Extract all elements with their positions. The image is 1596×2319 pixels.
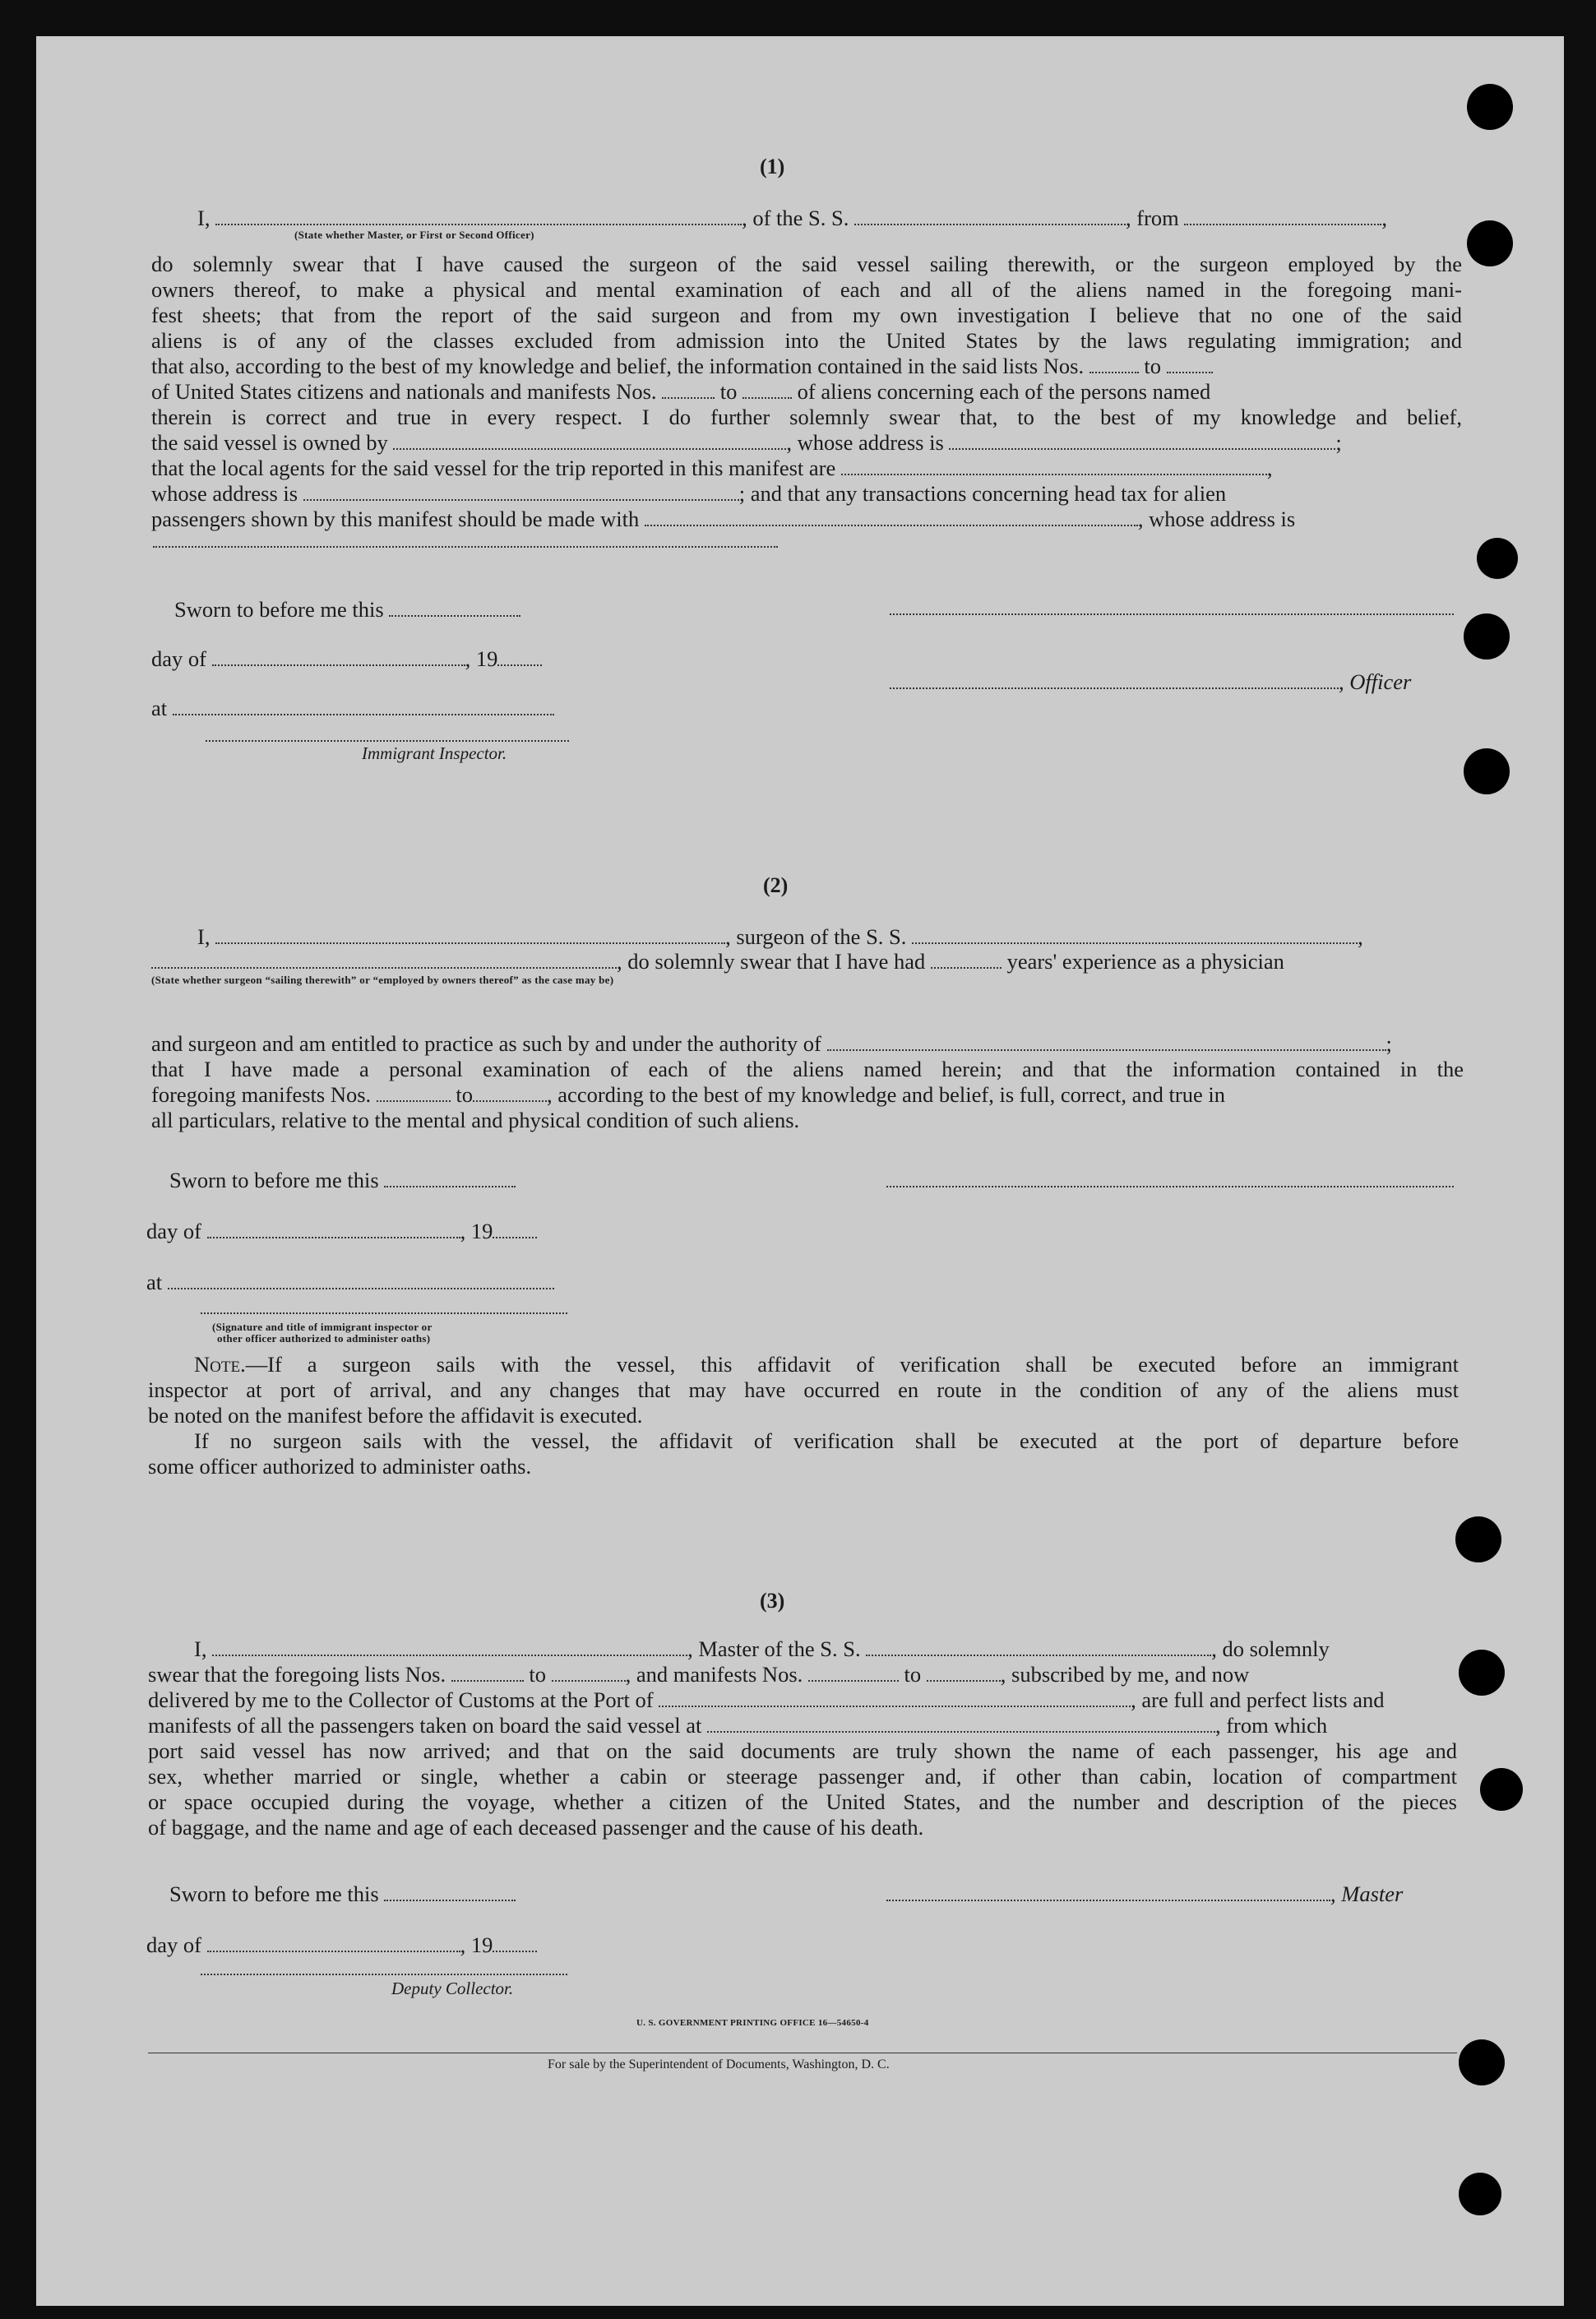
month-field[interactable] [212, 650, 465, 666]
master-signature-field[interactable] [886, 1885, 1330, 1901]
text: to [1144, 354, 1161, 378]
section-number: (1) [760, 155, 785, 178]
officer-title-line [890, 669, 1411, 694]
text: , are full and perfect lists and [1131, 1687, 1385, 1712]
text: —If a surgeon sails with the vessel, this affidavit of verification shall be executed before an immigrant [245, 1352, 1459, 1377]
punch-hole [1464, 613, 1510, 660]
at-line [151, 696, 554, 720]
officer-signature-line[interactable] [890, 613, 1454, 615]
note-line [194, 1352, 1459, 1377]
surgeon-status-field[interactable] [151, 952, 617, 969]
paragraph-line [148, 1687, 1464, 1712]
officer-title-field[interactable] [890, 673, 1339, 689]
year-field[interactable] [493, 1936, 537, 1952]
vessel-name-field[interactable] [912, 928, 1358, 944]
text: I, [194, 1636, 207, 1661]
signature-caption: Immigrant Inspector. [362, 743, 507, 763]
paragraph-line: or space occupied during the voyage, whether a citizen of the United States, and the number and description of the pieces [148, 1789, 1457, 1814]
sale-notice: For sale by the Superintendent of Documents, Washington, D. C. [548, 2057, 890, 2071]
paragraph-line: that I have made a personal examination of each of the aliens named herein; and that the information contained in the [151, 1057, 1464, 1081]
text: , 19 [465, 646, 498, 671]
text: , do solemnly swear that I have had [617, 949, 926, 974]
text: at [146, 1270, 163, 1294]
sworn-day-field[interactable] [384, 1171, 516, 1187]
inspector-signature-line[interactable] [206, 740, 569, 742]
port-field[interactable] [659, 1691, 1131, 1707]
text: Sworn to before me this [174, 597, 384, 622]
punch-hole [1455, 1516, 1501, 1562]
affidavit-line [197, 924, 1464, 949]
lists-to-field[interactable] [1167, 357, 1213, 373]
text: , surgeon of the S. S. [725, 924, 907, 949]
text: that also, according to the best of my knowledge and belief, the information contained in the said lists Nos. [151, 354, 1085, 378]
text: , according to the best of my knowledge and belief, is full, correct, and true in [547, 1082, 1225, 1107]
text: , Officer [1339, 669, 1412, 694]
text: to [719, 379, 738, 404]
affidavit-line [194, 1636, 1460, 1661]
years-experience-field[interactable] [931, 952, 1002, 969]
sworn-day-field[interactable] [389, 600, 520, 617]
officer-name-field[interactable] [215, 209, 742, 225]
month-field[interactable] [207, 1936, 460, 1952]
manifests-to-field[interactable] [742, 382, 792, 399]
paragraph-line: port said vessel has now arrived; and that on the said documents are truly shown the name of each passenger, his age and [148, 1738, 1457, 1763]
place-field[interactable] [173, 699, 554, 715]
text: at [151, 696, 168, 720]
paragraph-line [151, 430, 1467, 455]
text: , from [1126, 206, 1179, 230]
field-caption: (State whether Master, or First or Second Officer) [294, 229, 534, 241]
text: ; [1335, 430, 1342, 455]
text: , of the S. S. [742, 206, 849, 230]
note-line: be noted on the manifest before the affidavit is executed. [148, 1403, 643, 1428]
paragraph-line [151, 1031, 1467, 1056]
text: , 19 [460, 1932, 493, 1957]
note-line: some officer authorized to administer oaths. [148, 1454, 532, 1479]
year-field[interactable] [497, 650, 542, 666]
punch-hole [1459, 2039, 1505, 2085]
day-of-line [146, 1219, 537, 1243]
text: day of [151, 646, 206, 671]
manifests-from-field[interactable] [808, 1665, 899, 1682]
text: I, [197, 206, 210, 230]
text: and surgeon and am entitled to practice as such by and under the authority of [151, 1031, 821, 1056]
local-agents-field[interactable] [841, 459, 1267, 475]
sworn-line [169, 1882, 516, 1906]
text: , whose address is [1137, 507, 1296, 531]
text: ; [1386, 1031, 1392, 1056]
affidavit-line [151, 949, 1467, 974]
day-of-line [151, 646, 542, 671]
year-field[interactable] [493, 1222, 537, 1238]
inspector-signature-line[interactable] [201, 1312, 567, 1314]
text: I, [197, 924, 210, 949]
vessel-name-field[interactable] [854, 209, 1126, 225]
text: , whose address is [786, 430, 944, 455]
text: day of [146, 1219, 201, 1243]
text: that the local agents for the said vessel for the trip reported in this manifest are [151, 456, 836, 480]
text: of United States citizens and nationals and manifests Nos. [151, 379, 657, 404]
section-number: (2) [763, 873, 789, 897]
field-caption: (State whether surgeon “sailing therewith” or “employed by owners thereof” as the case may be) [151, 974, 614, 986]
text: , Master [1330, 1882, 1404, 1906]
day-of-line [146, 1932, 537, 1957]
owner-field[interactable] [393, 433, 786, 450]
paragraph-line: of baggage, and the name and age of each deceased passenger and the cause of his death. [148, 1815, 924, 1840]
text: years' experience as a physician [1006, 949, 1284, 974]
lists-to-field[interactable] [552, 1665, 626, 1682]
printing-office-imprint: U. S. GOVERNMENT PRINTING OFFICE 16—54650-4 [636, 2018, 869, 2028]
address-continuation-field[interactable] [153, 546, 778, 548]
surgeon-name-field[interactable] [215, 928, 725, 944]
punch-hole [1467, 220, 1513, 266]
sworn-line [169, 1168, 516, 1192]
lists-from-field[interactable] [1089, 357, 1139, 373]
authority-field[interactable] [827, 1035, 1386, 1051]
manifests-to-field[interactable] [473, 1085, 547, 1102]
paragraph-line [148, 1662, 1464, 1687]
from-port-field[interactable] [1184, 209, 1381, 225]
text: Sworn to before me this [169, 1168, 379, 1192]
sworn-line [174, 597, 520, 622]
text: foregoing manifests Nos. [151, 1082, 372, 1107]
manifests-to-field[interactable] [927, 1665, 1001, 1682]
text: ; and that any transactions concerning head tax for alien [738, 481, 1227, 506]
manifests-from-field[interactable] [662, 382, 715, 399]
lists-from-field[interactable] [451, 1665, 524, 1682]
text: , and manifests Nos. [625, 1662, 803, 1687]
paragraph-line [151, 354, 1462, 378]
paragraph-line [151, 456, 1467, 480]
surgeon-signature-line[interactable] [886, 1186, 1454, 1187]
text: , subscribed by me, and now [1000, 1662, 1250, 1687]
collector-signature-line[interactable] [201, 1974, 567, 1975]
text: passengers shown by this manifest should be made with [151, 507, 640, 531]
vessel-name-field[interactable] [866, 1640, 1211, 1656]
head-tax-contact-field[interactable] [645, 510, 1138, 526]
paragraph-line: fest sheets; that from the report of the said surgeon and from my own investigation I believe that no one of the said [151, 303, 1462, 327]
text: , Master of the S. S. [687, 1636, 861, 1661]
month-field[interactable] [207, 1222, 460, 1238]
text: to [456, 1082, 474, 1107]
paragraph-line: do solemnly swear that I have caused the surgeon of the said vessel sailing therewith, or the surgeon employed by the [151, 252, 1462, 276]
paragraph-line [151, 1082, 1467, 1107]
text: of aliens concerning each of the persons named [797, 379, 1211, 404]
field-caption: other officer authorized to administer oaths) [217, 1332, 431, 1345]
punch-hole [1477, 538, 1518, 579]
at-line [146, 1270, 554, 1294]
owner-address-field[interactable] [949, 433, 1335, 450]
signature-caption: Deputy Collector. [391, 1979, 514, 1998]
master-signature-line [886, 1882, 1403, 1906]
punch-hole [1459, 1650, 1505, 1696]
punch-hole [1467, 84, 1513, 130]
text: , do solemnly [1211, 1636, 1330, 1661]
note-label: Note. [194, 1352, 246, 1377]
text: day of [146, 1932, 201, 1957]
paragraph-line: therein is correct and true in every respect. I do further solemnly swear that, to the best of my knowledge and belief, [151, 405, 1462, 429]
affidavit-line [197, 206, 1462, 230]
text: swear that the foregoing lists Nos. [148, 1662, 446, 1687]
paragraph-line: aliens is of any of the classes excluded from admission into the United States by the laws regulating immigration; and [151, 328, 1462, 353]
paragraph-line [151, 481, 1467, 506]
punch-hole [1480, 1768, 1523, 1811]
punch-hole [1464, 748, 1510, 794]
text: , from which [1214, 1713, 1328, 1738]
document-page [36, 36, 1564, 2306]
text: manifests of all the passengers taken on board the said vessel at [148, 1713, 702, 1738]
paragraph-line: sex, whether married or single, whether a cabin or steerage passenger and, if other than cabin, location of compartment [148, 1764, 1457, 1789]
text: , [1266, 456, 1273, 480]
paragraph-line: all particulars, relative to the mental and physical condition of such aliens. [151, 1108, 800, 1132]
place-field[interactable] [168, 1273, 554, 1289]
embarkation-port-field[interactable] [707, 1716, 1215, 1733]
text: to [529, 1662, 546, 1687]
text: whose address is [151, 481, 298, 506]
text: , [1381, 206, 1388, 230]
paragraph-line [151, 379, 1462, 404]
text: Sworn to before me this [169, 1882, 379, 1906]
master-name-field[interactable] [212, 1640, 687, 1656]
agents-address-field[interactable] [303, 484, 739, 501]
paragraph-line [148, 1713, 1464, 1738]
sworn-day-field[interactable] [384, 1885, 516, 1901]
text: the said vessel is owned by [151, 430, 388, 455]
field-caption: (Signature and title of immigrant inspector or [212, 1321, 433, 1333]
manifests-from-field[interactable] [377, 1085, 451, 1102]
punch-hole [1459, 2173, 1501, 2215]
section-number: (3) [760, 1589, 785, 1613]
paragraph-line [151, 507, 1467, 531]
note-line: If no surgeon sails with the vessel, the affidavit of verification shall be executed at the port of departure before [194, 1428, 1459, 1453]
note-line: inspector at port of arrival, and any changes that may have occurred en route in the condition of any of the aliens must [148, 1377, 1459, 1402]
text: , 19 [460, 1219, 493, 1243]
text: , [1358, 924, 1363, 949]
paragraph-line: owners thereof, to make a physical and mental examination of each and all of the aliens named in the foregoing mani- [151, 277, 1462, 302]
text: delivered by me to the Collector of Customs at the Port of [148, 1687, 654, 1712]
text: to [904, 1662, 922, 1687]
